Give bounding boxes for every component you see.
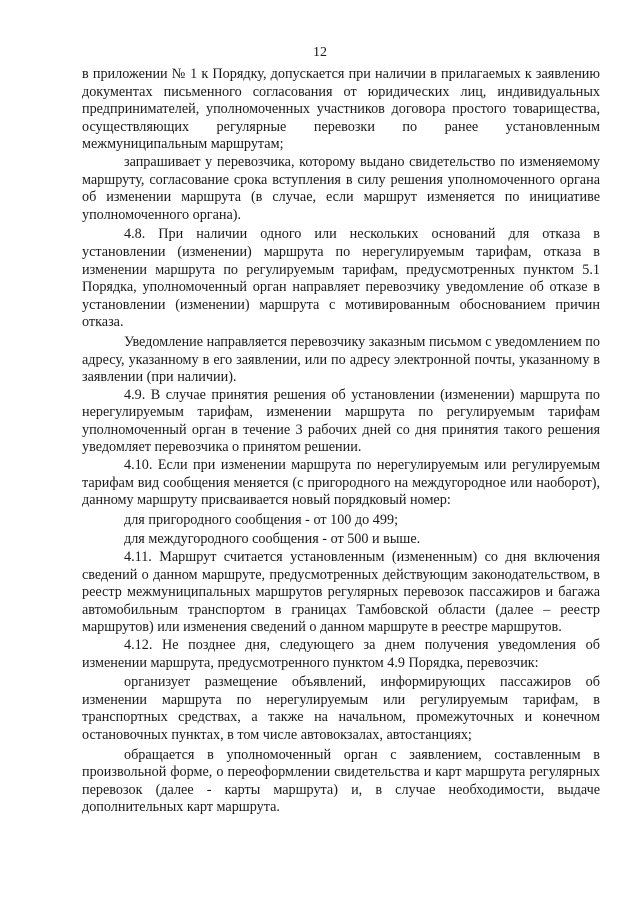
paragraph-4-8: 4.8. При наличии одного или нескольких оснований для отказа в установлении (изменении) маршрута по нерегулируемым тарифам, отказа в изменении маршрута по регулируемым тарифам, предусмотренных пунктом 5.1 Порядка, уполномоченный орган направляет перевозчику уведомление об отказе в установлении (изменении) маршрута с мотивированным обоснованием причин отказа. [82,226,600,331]
paragraph-continuation: в приложении № 1 к Порядку, допускается при наличии в прилагаемых к заявлению документах письменного согласования от юридических лиц, индивидуальных предпринимателей, уполномоченных участников договора простого товарищества, осуществляющих регулярные перевозки по ранее установленным межмуниципальным маршрутам; [82,66,600,153]
paragraph-4-10: 4.10. Если при изменении маршрута по нерегулируемым или регулируемым тарифам вид сообщения меняется (с пригородного на междугородное или наоборот), данному маршруту присваивается новый порядковый номер: [82,457,600,509]
paragraph-suburban-range: для пригородного сообщения - от 100 до 499; [124,511,399,528]
paragraph-4-12: 4.12. Не позднее дня, следующего за днем получения уведомления об изменении маршрута, предусмотренного пунктом 4.9 Порядка, перевозчик: [82,637,600,671]
paragraph-intercity-range: для междугородного сообщения - от 500 и выше. [124,531,421,548]
paragraph-notification: Уведомление направляется перевозчику заказным письмом с уведомлением по адресу, указанному в его заявлении, или по адресу электронной почты, указанному в заявлении (при наличии). [82,333,600,386]
paragraph-announcements: организует размещение объявлений, информирующих пассажиров об изменении маршрута по нерегулируемым или регулируемым тарифам, в транспортных средствах, а также на начальном, промежуточных и конечном остановочных пунктах, в том числе автовокзалах, автостанциях; [82,674,600,743]
paragraph-4-9: 4.9. В случае принятия решения об установлении (изменении) маршрута по нерегулируемым тарифам, изменении маршрута по регулируемым тарифам уполномоченный орган в течение 3 рабочих дней со дня принятия такого решения уведомляет перевозчика о принятом решении. [82,386,600,456]
paragraph-4-11: 4.11. Маршрут считается установленным (измененным) со дня включения сведений о данном маршруте, предусмотренных действующим законодательством, в реестр межмуниципальных маршрутов регулярных перевозок пассажиров и багажа автомобильным транспортом в границах Тамбовской области (далее – реестр маршрутов) или изменения сведений о данном маршруте в реестре маршрутов. [82,549,600,636]
page-number: 12 [313,45,327,60]
paragraph-request-approval: запрашивает у перевозчика, которому выдано свидетельство по изменяемому маршруту, согласование срока вступления в силу решения уполномоченного органа об изменении маршрута (в случае, если маршрут изменяется по инициативе уполномоченного органа). [82,153,600,223]
document-body [82,66,600,817]
paragraph-reissue-application: обращается в уполномоченный орган с заявлением, составленным в произвольной форме, о переоформлении свидетельства и карт маршрута регулярных перевозок (далее - карты маршрута) и, в случае необходимости, выдаче дополнительных карт маршрута. [82,746,600,816]
